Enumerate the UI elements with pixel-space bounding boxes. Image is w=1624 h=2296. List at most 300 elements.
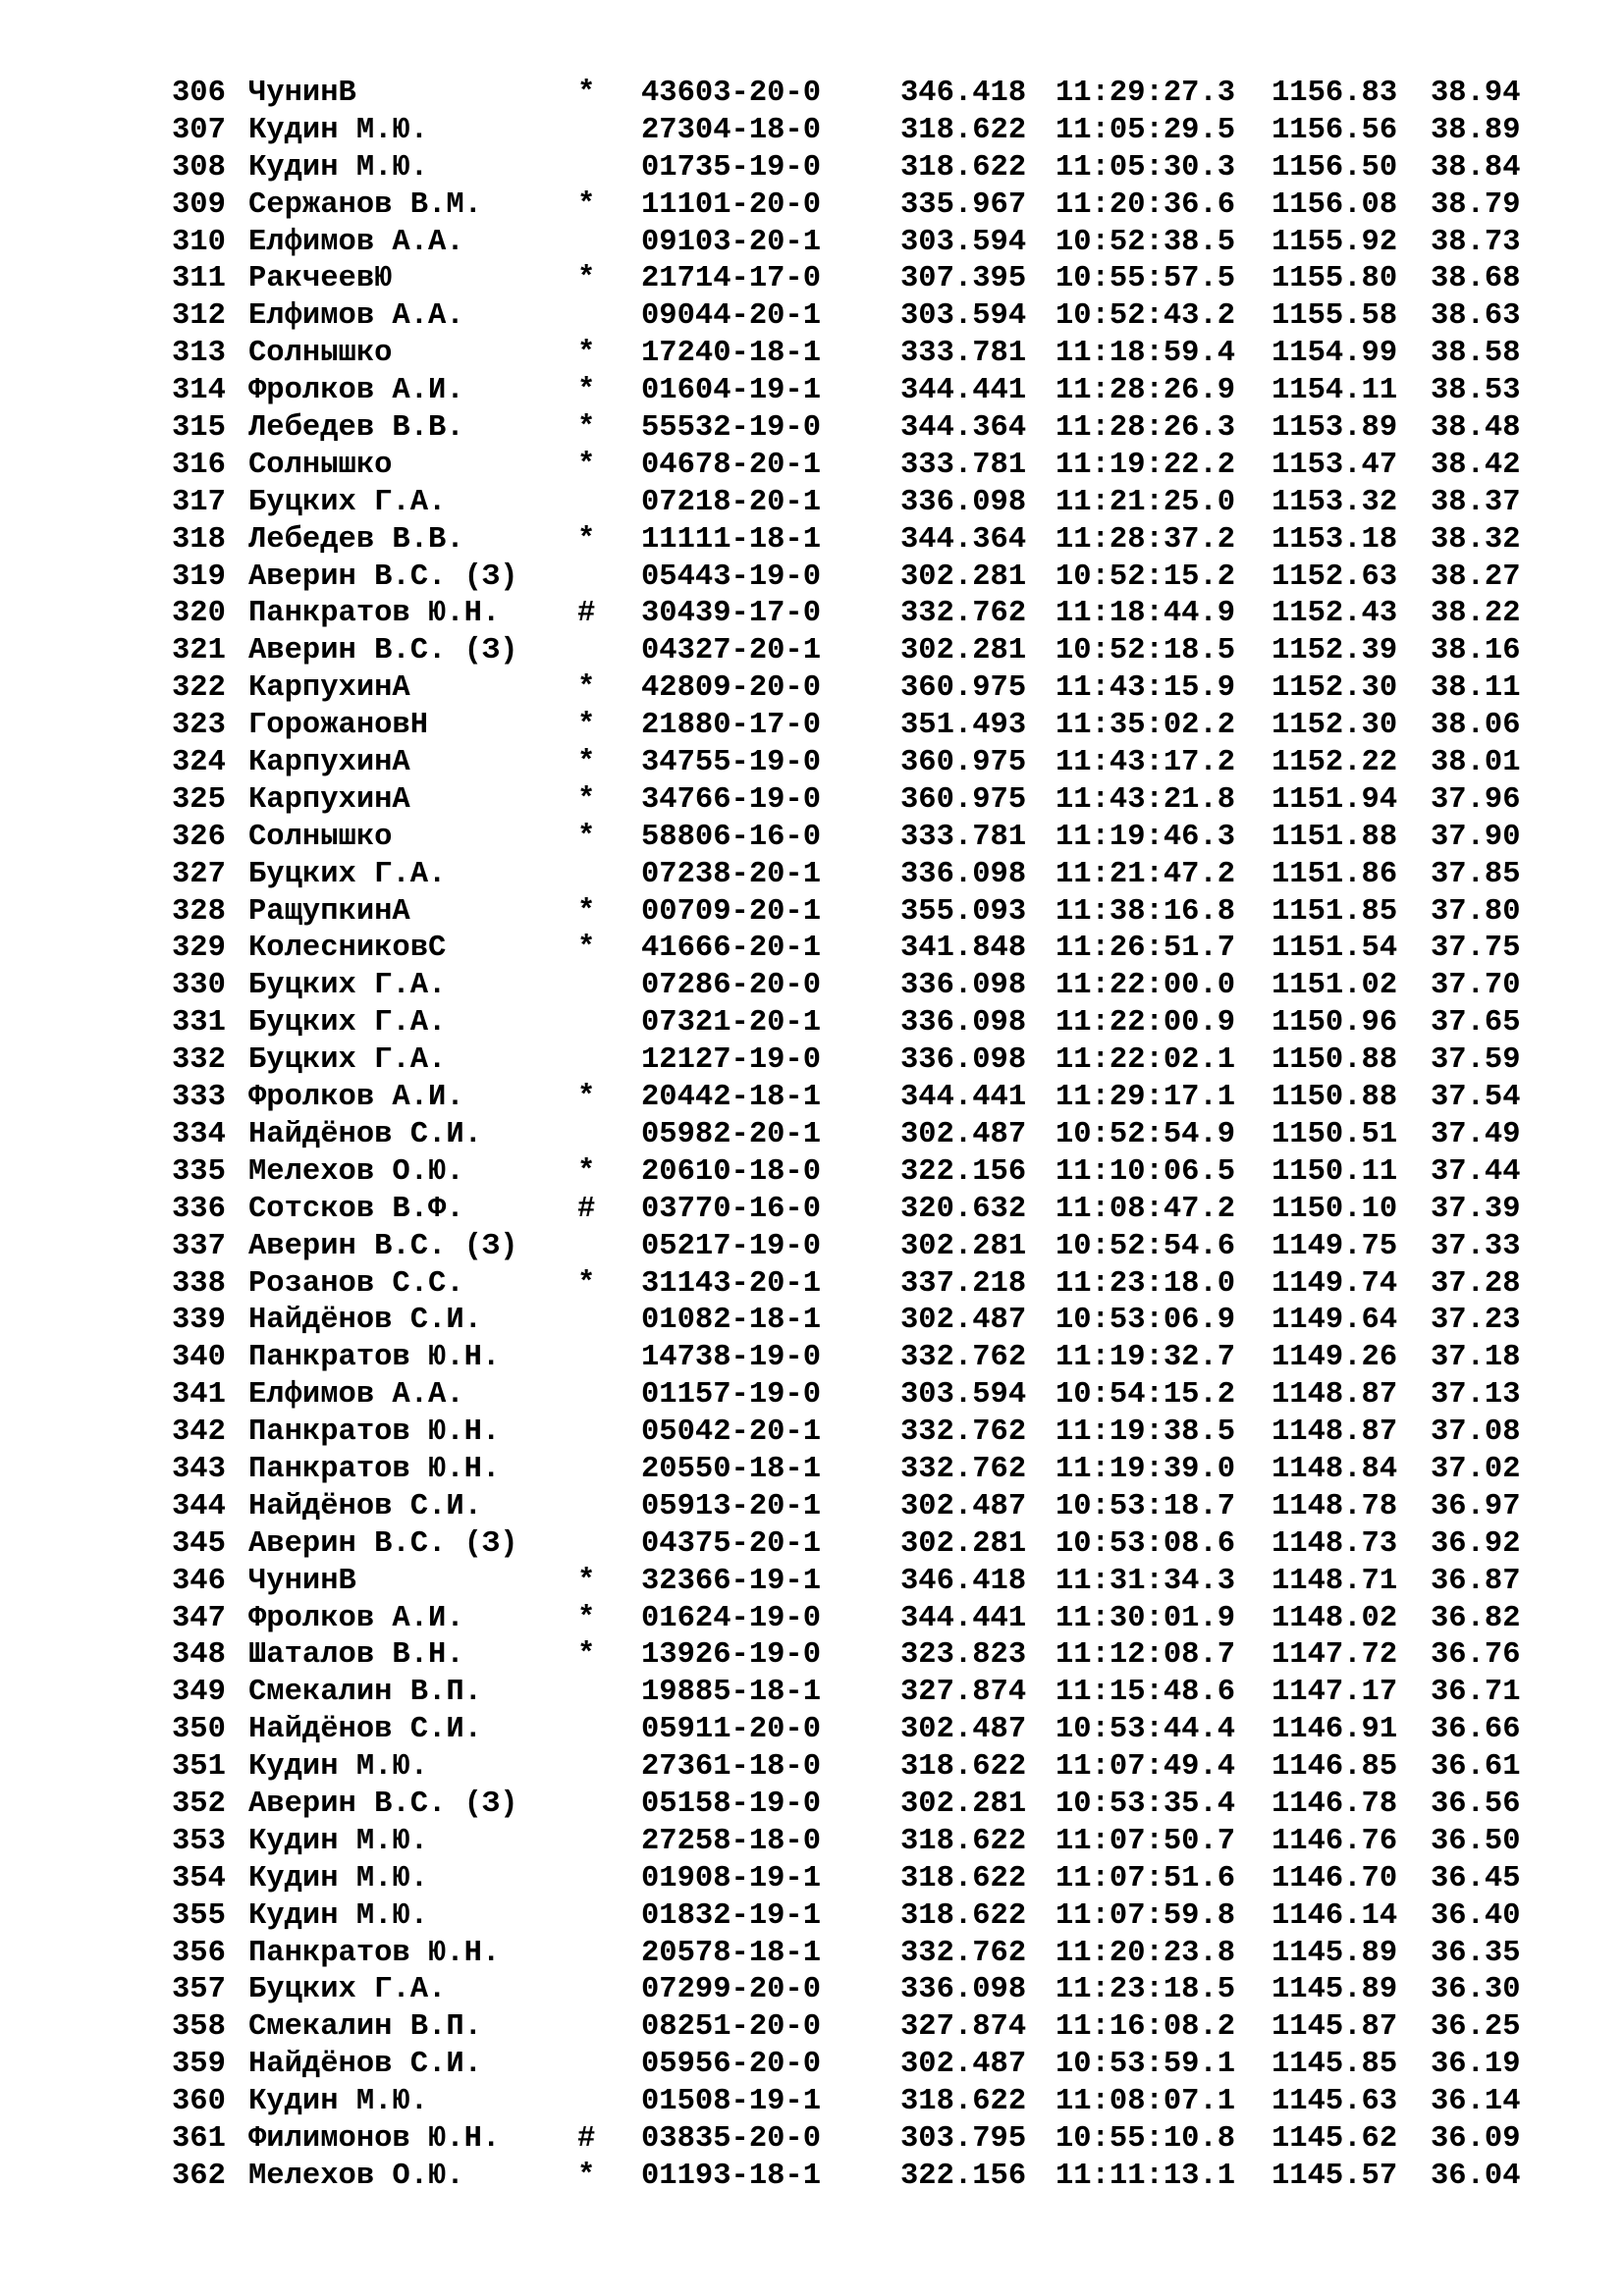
table-row: [172, 150, 1586, 187]
table-row: [172, 1042, 1586, 1080]
points-cell: 38.37: [1431, 485, 1521, 519]
arrival-time-cell: 11:21:47.2: [1056, 857, 1236, 891]
place-cell: 358: [172, 2010, 226, 2045]
mark-cell: [577, 1415, 641, 1452]
place-cell: 347: [172, 1601, 226, 1635]
table-row: [172, 336, 1586, 373]
ring-number-cell: 05982-20-1: [641, 1117, 822, 1151]
points-cell: 37.13: [1431, 1378, 1521, 1413]
speed-cell: 1152.63: [1272, 560, 1398, 594]
mark-cell: *: [577, 187, 596, 222]
distance-cell: 332.762: [900, 597, 1027, 631]
mark-cell: [577, 485, 641, 522]
table-row: [172, 2121, 1586, 2159]
distance-cell: 332.762: [900, 1341, 1027, 1375]
distance-cell: 344.441: [900, 1601, 1027, 1635]
speed-cell: 1154.11: [1272, 374, 1398, 408]
mark-cell: [577, 1489, 641, 1526]
arrival-time-cell: 11:19:38.5: [1056, 1415, 1236, 1450]
points-cell: 37.96: [1431, 782, 1521, 817]
table-row: [172, 2159, 1586, 2196]
ring-number-cell: 01193-18-1: [641, 2159, 822, 2193]
mark-cell: [577, 298, 641, 336]
fancier-name-cell: Буцких Г.А.: [248, 1043, 447, 1078]
ring-number-cell: 01832-19-1: [641, 1898, 822, 1933]
place-cell: 336: [172, 1192, 226, 1226]
table-row: [172, 485, 1586, 522]
arrival-time-cell: 10:53:44.4: [1056, 1713, 1236, 1747]
fancier-name-cell: ЧунинВ: [248, 1564, 356, 1598]
place-cell: 361: [172, 2121, 226, 2156]
place-cell: 315: [172, 411, 226, 446]
place-cell: 312: [172, 299, 226, 334]
fancier-name-cell: Елфимов А.А.: [248, 225, 464, 259]
speed-cell: 1148.78: [1272, 1489, 1398, 1523]
mark-cell: *: [577, 1601, 596, 1635]
points-cell: 36.40: [1431, 1898, 1521, 1933]
mark-cell: [577, 1005, 641, 1042]
distance-cell: 336.098: [900, 969, 1027, 1003]
points-cell: 37.59: [1431, 1043, 1521, 1078]
points-cell: 38.73: [1431, 225, 1521, 259]
mark-cell: *: [577, 1081, 596, 1115]
mark-cell: *: [577, 1154, 596, 1189]
mark-cell: *: [577, 1638, 596, 1673]
distance-cell: 336.098: [900, 485, 1027, 519]
points-cell: 36.35: [1431, 1936, 1521, 1970]
arrival-time-cell: 11:26:51.7: [1056, 932, 1236, 966]
distance-cell: 327.874: [900, 2010, 1027, 2045]
mark-cell: #: [577, 1192, 596, 1226]
speed-cell: 1148.84: [1272, 1452, 1398, 1486]
arrival-time-cell: 11:07:59.8: [1056, 1898, 1236, 1933]
place-cell: 342: [172, 1415, 226, 1450]
fancier-name-cell: Найдёнов С.И.: [248, 1304, 482, 1338]
distance-cell: 302.281: [900, 634, 1027, 668]
fancier-name-cell: Буцких Г.А.: [248, 1973, 447, 2007]
speed-cell: 1149.75: [1272, 1229, 1398, 1263]
table-row: [172, 1377, 1586, 1415]
points-cell: 36.09: [1431, 2121, 1521, 2156]
ring-number-cell: 30439-17-0: [641, 597, 822, 631]
arrival-time-cell: 11:19:39.0: [1056, 1452, 1236, 1486]
speed-cell: 1148.73: [1272, 1526, 1398, 1561]
mark-cell: *: [577, 746, 596, 780]
arrival-time-cell: 11:28:37.2: [1056, 522, 1236, 557]
speed-cell: 1145.87: [1272, 2010, 1398, 2045]
points-cell: 36.14: [1431, 2085, 1521, 2119]
place-cell: 333: [172, 1081, 226, 1115]
fancier-name-cell: Кудин М.Ю.: [248, 113, 429, 147]
fancier-name-cell: Аверин В.С. (З): [248, 1526, 518, 1561]
fancier-name-cell: Аверин В.С. (З): [248, 1229, 518, 1263]
arrival-time-cell: 11:43:21.8: [1056, 782, 1236, 817]
mark-cell: *: [577, 2159, 596, 2193]
place-cell: 362: [172, 2159, 226, 2193]
distance-cell: 318.622: [900, 1750, 1027, 1785]
table-row: [172, 1824, 1586, 1861]
arrival-time-cell: 11:18:59.4: [1056, 337, 1236, 371]
arrival-time-cell: 11:22:02.1: [1056, 1043, 1236, 1078]
distance-cell: 360.975: [900, 746, 1027, 780]
ring-number-cell: 01082-18-1: [641, 1304, 822, 1338]
speed-cell: 1146.78: [1272, 1787, 1398, 1821]
fancier-name-cell: Солнышко: [248, 820, 393, 854]
mark-cell: #: [577, 2121, 596, 2156]
speed-cell: 1155.80: [1272, 262, 1398, 296]
speed-cell: 1156.83: [1272, 77, 1398, 110]
points-cell: 38.79: [1431, 187, 1521, 222]
speed-cell: 1156.08: [1272, 187, 1398, 222]
mark-cell: [577, 1117, 641, 1154]
points-cell: 38.89: [1431, 113, 1521, 147]
place-cell: 330: [172, 969, 226, 1003]
ring-number-cell: 11101-20-0: [641, 187, 822, 222]
mark-cell: *: [577, 337, 596, 371]
table-row: [172, 1452, 1586, 1489]
table-row: [172, 1192, 1586, 1229]
ring-number-cell: 21880-17-0: [641, 709, 822, 743]
fancier-name-cell: Панкратов Ю.Н.: [248, 597, 501, 631]
fancier-name-cell: КарпухинА: [248, 782, 410, 817]
fancier-name-cell: Лебедев В.В.: [248, 522, 464, 557]
fancier-name-cell: КарпухинА: [248, 671, 410, 706]
speed-cell: 1152.43: [1272, 597, 1398, 631]
ring-number-cell: 03770-16-0: [641, 1192, 822, 1226]
speed-cell: 1153.47: [1272, 448, 1398, 482]
mark-cell: #: [577, 597, 596, 631]
distance-cell: 336.098: [900, 1973, 1027, 2007]
table-row: [172, 1489, 1586, 1526]
ring-number-cell: 20610-18-0: [641, 1154, 822, 1189]
arrival-time-cell: 10:55:57.5: [1056, 262, 1236, 296]
mark-cell: [577, 225, 641, 262]
fancier-name-cell: РакчеевЮ: [248, 262, 393, 296]
distance-cell: 333.781: [900, 820, 1027, 854]
distance-cell: 302.281: [900, 1526, 1027, 1561]
place-cell: 337: [172, 1229, 226, 1263]
points-cell: 36.97: [1431, 1489, 1521, 1523]
speed-cell: 1156.56: [1272, 113, 1398, 147]
speed-cell: 1152.30: [1272, 671, 1398, 706]
distance-cell: 344.441: [900, 1081, 1027, 1115]
table-row: [172, 1712, 1586, 1749]
speed-cell: 1150.10: [1272, 1192, 1398, 1226]
fancier-name-cell: Кудин М.Ю.: [248, 1898, 429, 1933]
points-cell: 37.33: [1431, 1229, 1521, 1263]
points-cell: 36.71: [1431, 1676, 1521, 1710]
arrival-time-cell: 11:29:17.1: [1056, 1081, 1236, 1115]
distance-cell: 318.622: [900, 1824, 1027, 1858]
speed-cell: 1153.18: [1272, 522, 1398, 557]
ring-number-cell: 05443-19-0: [641, 560, 822, 594]
table-row: [172, 1266, 1586, 1304]
place-cell: 331: [172, 1006, 226, 1041]
arrival-time-cell: 11:43:17.2: [1056, 746, 1236, 780]
fancier-name-cell: Буцких Г.А.: [248, 857, 447, 891]
mark-cell: *: [577, 77, 596, 110]
speed-cell: 1153.32: [1272, 485, 1398, 519]
arrival-time-cell: 11:11:13.1: [1056, 2159, 1236, 2193]
ring-number-cell: 07286-20-0: [641, 969, 822, 1003]
speed-cell: 1148.87: [1272, 1415, 1398, 1450]
ring-number-cell: 04327-20-1: [641, 634, 822, 668]
place-cell: 354: [172, 1861, 226, 1896]
mark-cell: *: [577, 448, 596, 482]
distance-cell: 323.823: [900, 1638, 1027, 1673]
table-row: [172, 1005, 1586, 1042]
ring-number-cell: 05911-20-0: [641, 1713, 822, 1747]
fancier-name-cell: Солнышко: [248, 448, 393, 482]
points-cell: 37.49: [1431, 1117, 1521, 1151]
mark-cell: [577, 1675, 641, 1712]
place-cell: 351: [172, 1750, 226, 1785]
place-cell: 308: [172, 150, 226, 185]
place-cell: 340: [172, 1341, 226, 1375]
table-row: [172, 373, 1586, 410]
fancier-name-cell: Смекалин В.П.: [248, 2010, 482, 2045]
ring-number-cell: 01157-19-0: [641, 1378, 822, 1413]
table-row: [172, 1526, 1586, 1564]
fancier-name-cell: Аверин В.С. (З): [248, 634, 518, 668]
place-cell: 329: [172, 932, 226, 966]
fancier-name-cell: Елфимов А.А.: [248, 299, 464, 334]
table-row: [172, 1936, 1586, 1973]
distance-cell: 318.622: [900, 1861, 1027, 1896]
ring-number-cell: 32366-19-1: [641, 1564, 822, 1598]
fancier-name-cell: Буцких Г.А.: [248, 969, 447, 1003]
speed-cell: 1148.71: [1272, 1564, 1398, 1598]
distance-cell: 332.762: [900, 1415, 1027, 1450]
arrival-time-cell: 11:23:18.5: [1056, 1973, 1236, 2007]
speed-cell: 1147.17: [1272, 1676, 1398, 1710]
place-cell: 359: [172, 2048, 226, 2082]
ring-number-cell: 01604-19-1: [641, 374, 822, 408]
arrival-time-cell: 10:52:15.2: [1056, 560, 1236, 594]
speed-cell: 1155.92: [1272, 225, 1398, 259]
arrival-time-cell: 10:52:54.9: [1056, 1117, 1236, 1151]
points-cell: 37.02: [1431, 1452, 1521, 1486]
place-cell: 310: [172, 225, 226, 259]
points-cell: 38.68: [1431, 262, 1521, 296]
arrival-time-cell: 10:54:15.2: [1056, 1378, 1236, 1413]
distance-cell: 341.848: [900, 932, 1027, 966]
speed-cell: 1147.72: [1272, 1638, 1398, 1673]
points-cell: 36.76: [1431, 1638, 1521, 1673]
ring-number-cell: 27258-18-0: [641, 1824, 822, 1858]
ring-number-cell: 09044-20-1: [641, 299, 822, 334]
fancier-name-cell: Шаталов В.Н.: [248, 1638, 464, 1673]
place-cell: 317: [172, 485, 226, 519]
mark-cell: [577, 1340, 641, 1377]
ring-number-cell: 42809-20-0: [641, 671, 822, 706]
distance-cell: 332.762: [900, 1936, 1027, 1970]
speed-cell: 1152.22: [1272, 746, 1398, 780]
mark-cell: *: [577, 782, 596, 817]
table-row: [172, 820, 1586, 857]
table-row: [172, 931, 1586, 968]
table-row: [172, 225, 1586, 262]
fancier-name-cell: ГорожановН: [248, 709, 429, 743]
arrival-time-cell: 10:55:10.8: [1056, 2121, 1236, 2156]
table-row: [172, 410, 1586, 448]
distance-cell: 327.874: [900, 1676, 1027, 1710]
mark-cell: *: [577, 262, 596, 296]
ring-number-cell: 21714-17-0: [641, 262, 822, 296]
points-cell: 37.54: [1431, 1081, 1521, 1115]
speed-cell: 1153.89: [1272, 411, 1398, 446]
speed-cell: 1151.02: [1272, 969, 1398, 1003]
fancier-name-cell: Найдёнов С.И.: [248, 1117, 482, 1151]
distance-cell: 336.098: [900, 857, 1027, 891]
table-row: [172, 1787, 1586, 1824]
place-cell: 352: [172, 1787, 226, 1821]
speed-cell: 1149.74: [1272, 1266, 1398, 1301]
points-cell: 38.53: [1431, 374, 1521, 408]
arrival-time-cell: 11:20:23.8: [1056, 1936, 1236, 1970]
fancier-name-cell: Розанов С.С.: [248, 1266, 464, 1301]
speed-cell: 1151.54: [1272, 932, 1398, 966]
distance-cell: 303.795: [900, 2121, 1027, 2156]
table-row: [172, 708, 1586, 745]
distance-cell: 302.281: [900, 1229, 1027, 1263]
table-row: [172, 857, 1586, 894]
mark-cell: *: [577, 1564, 596, 1598]
points-cell: 37.80: [1431, 894, 1521, 929]
distance-cell: 332.762: [900, 1452, 1027, 1486]
mark-cell: *: [577, 709, 596, 743]
mark-cell: [577, 560, 641, 597]
ring-number-cell: 07321-20-1: [641, 1006, 822, 1041]
arrival-time-cell: 11:20:36.6: [1056, 187, 1236, 222]
mark-cell: [577, 150, 641, 187]
points-cell: 38.27: [1431, 560, 1521, 594]
fancier-name-cell: Панкратов Ю.Н.: [248, 1415, 501, 1450]
place-cell: 350: [172, 1713, 226, 1747]
arrival-time-cell: 10:53:35.4: [1056, 1787, 1236, 1821]
distance-cell: 318.622: [900, 1898, 1027, 1933]
points-cell: 38.11: [1431, 671, 1521, 706]
arrival-time-cell: 11:07:51.6: [1056, 1861, 1236, 1896]
table-row: [172, 1675, 1586, 1712]
fancier-name-cell: Аверин В.С. (З): [248, 1787, 518, 1821]
place-cell: 319: [172, 560, 226, 594]
distance-cell: 320.632: [900, 1192, 1027, 1226]
points-cell: 36.66: [1431, 1713, 1521, 1747]
mark-cell: [577, 1042, 641, 1080]
table-row: [172, 2009, 1586, 2047]
arrival-time-cell: 10:52:54.6: [1056, 1229, 1236, 1263]
mark-cell: [577, 2084, 641, 2121]
mark-cell: [577, 1712, 641, 1749]
place-cell: 324: [172, 746, 226, 780]
distance-cell: 318.622: [900, 150, 1027, 185]
points-cell: 36.61: [1431, 1750, 1521, 1785]
ring-number-cell: 12127-19-0: [641, 1043, 822, 1078]
fancier-name-cell: Кудин М.Ю.: [248, 1824, 429, 1858]
table-row: [172, 1154, 1586, 1192]
ring-number-cell: 20550-18-1: [641, 1452, 822, 1486]
points-cell: 38.22: [1431, 597, 1521, 631]
place-cell: 321: [172, 634, 226, 668]
distance-cell: 344.441: [900, 374, 1027, 408]
arrival-time-cell: 11:15:48.6: [1056, 1676, 1236, 1710]
mark-cell: [577, 633, 641, 670]
distance-cell: 335.967: [900, 187, 1027, 222]
place-cell: 328: [172, 894, 226, 929]
fancier-name-cell: РащупкинА: [248, 894, 410, 929]
place-cell: 339: [172, 1304, 226, 1338]
distance-cell: 302.487: [900, 1304, 1027, 1338]
table-row: [172, 894, 1586, 932]
arrival-time-cell: 10:53:59.1: [1056, 2048, 1236, 2082]
speed-cell: 1150.11: [1272, 1154, 1398, 1189]
mark-cell: *: [577, 522, 596, 557]
arrival-time-cell: 11:28:26.9: [1056, 374, 1236, 408]
ring-number-cell: 05913-20-1: [641, 1489, 822, 1523]
ring-number-cell: 43603-20-0: [641, 77, 822, 110]
fancier-name-cell: Панкратов Ю.Н.: [248, 1341, 501, 1375]
arrival-time-cell: 11:19:32.7: [1056, 1341, 1236, 1375]
ring-number-cell: 08251-20-0: [641, 2010, 822, 2045]
arrival-time-cell: 11:22:00.0: [1056, 969, 1236, 1003]
speed-cell: 1150.96: [1272, 1006, 1398, 1041]
ring-number-cell: 34766-19-0: [641, 782, 822, 817]
speed-cell: 1146.91: [1272, 1713, 1398, 1747]
mark-cell: *: [577, 820, 596, 854]
place-cell: 320: [172, 597, 226, 631]
place-cell: 322: [172, 671, 226, 706]
place-cell: 343: [172, 1452, 226, 1486]
distance-cell: 360.975: [900, 782, 1027, 817]
points-cell: 38.63: [1431, 299, 1521, 334]
points-cell: 36.92: [1431, 1526, 1521, 1561]
distance-cell: 333.781: [900, 337, 1027, 371]
fancier-name-cell: Панкратов Ю.Н.: [248, 1452, 501, 1486]
speed-cell: 1148.02: [1272, 1601, 1398, 1635]
distance-cell: 303.594: [900, 1378, 1027, 1413]
place-cell: 355: [172, 1898, 226, 1933]
fancier-name-cell: Филимонов Ю.Н.: [248, 2121, 501, 2156]
mark-cell: [577, 1377, 641, 1415]
fancier-name-cell: КолесниковС: [248, 932, 447, 966]
points-cell: 37.70: [1431, 969, 1521, 1003]
points-cell: 38.48: [1431, 411, 1521, 446]
table-row: [172, 1229, 1586, 1266]
speed-cell: 1150.88: [1272, 1081, 1398, 1115]
distance-cell: 302.281: [900, 560, 1027, 594]
distance-cell: 302.487: [900, 1713, 1027, 1747]
table-row: [172, 1415, 1586, 1452]
mark-cell: [577, 2009, 641, 2047]
speed-cell: 1155.58: [1272, 299, 1398, 334]
arrival-time-cell: 10:52:38.5: [1056, 225, 1236, 259]
speed-cell: 1156.50: [1272, 150, 1398, 185]
table-row: [172, 2084, 1586, 2121]
arrival-time-cell: 11:12:08.7: [1056, 1638, 1236, 1673]
distance-cell: 307.395: [900, 262, 1027, 296]
place-cell: 307: [172, 113, 226, 147]
place-cell: 327: [172, 857, 226, 891]
ring-number-cell: 05217-19-0: [641, 1229, 822, 1263]
speed-cell: 1151.88: [1272, 820, 1398, 854]
mark-cell: *: [577, 894, 596, 929]
distance-cell: 302.487: [900, 1489, 1027, 1523]
arrival-time-cell: 11:05:29.5: [1056, 113, 1236, 147]
mark-cell: *: [577, 1266, 596, 1301]
fancier-name-cell: КарпухинА: [248, 746, 410, 780]
arrival-time-cell: 11:28:26.3: [1056, 411, 1236, 446]
